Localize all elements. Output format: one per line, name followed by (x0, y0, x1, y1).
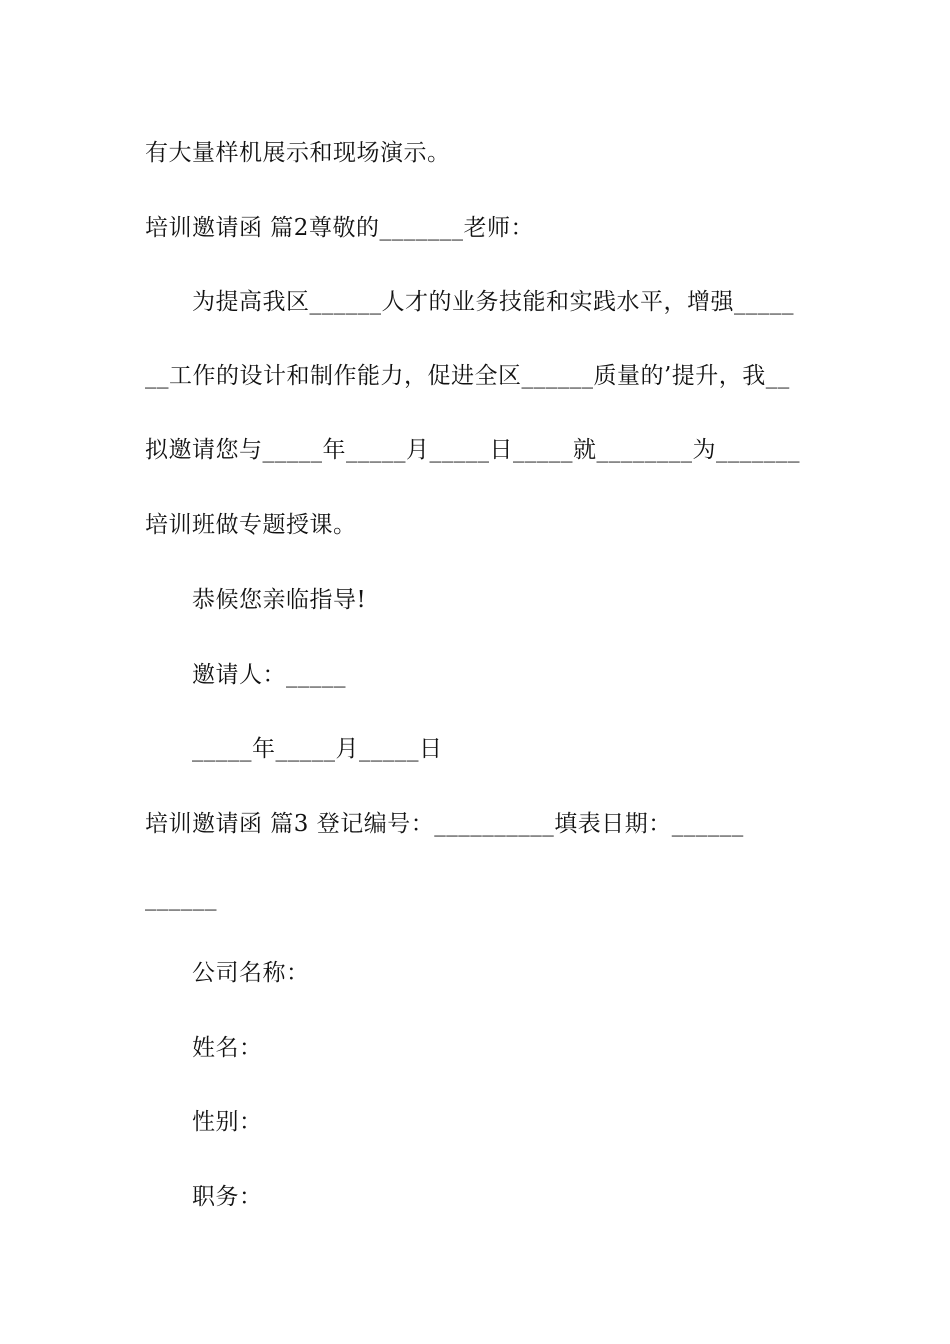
inviter-line: 邀请人：_____ (192, 662, 346, 688)
text-line-3: 为提高我区______人才的业务技能和实践水平，增强_____ (192, 289, 794, 315)
section-heading-2: 培训邀请函 篇2尊敬的_______老师： (145, 215, 534, 241)
text-line-6: 培训班做专题授课。 (145, 512, 357, 538)
text-line-5: 拟邀请您与_____年_____月_____日_____就________为_______ (145, 437, 800, 463)
text-line-4: __工作的设计和制作能力，促进全区______质量的’提升，我__ (145, 363, 790, 389)
text-line-1: 有大量样机展示和现场演示。 (145, 140, 451, 166)
section-heading-3: 培训邀请函 篇3 登记编号：__________填表日期：______ (145, 811, 744, 837)
company-name-label: 公司名称： (192, 960, 310, 986)
date-line: _____年_____月_____日 (192, 736, 443, 762)
position-label: 职务： (192, 1184, 263, 1210)
closing-line: 恭候您亲临指导! (192, 587, 367, 613)
gender-label: 性别： (192, 1109, 263, 1135)
name-label: 姓名： (192, 1035, 263, 1061)
text-line-11: ______ (145, 885, 217, 911)
